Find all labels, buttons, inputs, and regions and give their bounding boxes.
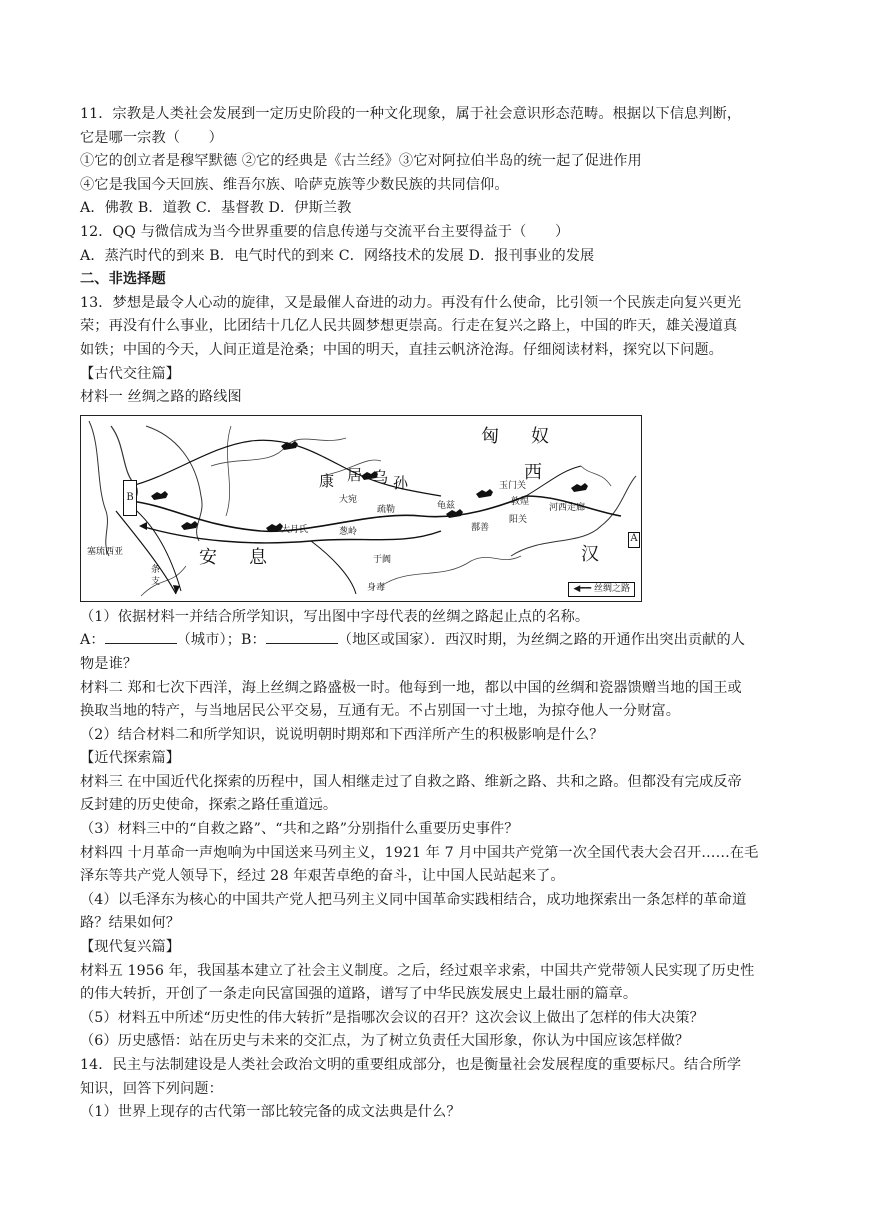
ancient-section-title: 【古代交往篇】 bbox=[80, 365, 181, 382]
q14-intro-line2: 知识，回答下列问题： bbox=[80, 1080, 223, 1097]
section2-title: 二、非选择题 bbox=[80, 271, 166, 288]
revival-section-title: 【现代复兴篇】 bbox=[80, 939, 181, 956]
map-label-xiongnu-1: 匈 bbox=[481, 425, 499, 447]
material2-line1: 材料二 郑和七次下西洋，海上丝绸之路盛极一时。他每到一地，都以中国的丝绸和瓷器馈赠当地的国王或 bbox=[80, 679, 742, 696]
q11-stem-line2: 它是哪一宗教（ ） bbox=[80, 129, 223, 146]
map-label-shule: 疏勒 bbox=[377, 504, 396, 515]
material3-line1: 材料三 在中国近代化探索的历程中，国人相继走过了自救之路、维新之路、共和之路。但都没有完成反帝 bbox=[80, 773, 742, 790]
map-label-dunhuang: 敦煌 bbox=[511, 496, 530, 507]
map-label-dayuan: 大宛 bbox=[339, 494, 358, 505]
map-label-kangju-1: 康 bbox=[319, 471, 335, 490]
map-label-yangguan: 阳关 bbox=[509, 514, 528, 525]
silk-road-map bbox=[80, 415, 642, 602]
map-legend: ◀━━ 丝绸之路 bbox=[568, 582, 635, 597]
answer-b-label: （城市）；B： bbox=[176, 632, 266, 649]
q11-options: A．佛教 B．道教 C．基督教 D．伊斯兰教 bbox=[80, 200, 352, 217]
material2-line2: 换取当地的特产，与当地居民公平交易，互通有无。不占别国一寸土地，为掠夺他人一分财富。 bbox=[80, 703, 681, 720]
q13-part4-line1: （4）以毛泽东为核心的中国共产党人把马列主义同中国革命实践相结合，成功地探索出一条怎样的革命道 bbox=[80, 891, 747, 908]
q14-intro-line1: 14．民主与法制建设是人类社会政治文明的重要组成部分，也是衡量社会发展程度的重要标尺。结合所学 bbox=[80, 1057, 742, 1073]
part1-line2-tail: （地区或国家）．西汉时期，为丝绸之路的开通作出突出贡献的人 bbox=[337, 632, 746, 649]
q11-info-line2: ④它是我国今天回族、维吾尔族、哈萨克族等少数民族的共同信仰。 bbox=[80, 176, 509, 193]
map-marker-a: A bbox=[628, 532, 640, 548]
map-label-yutian: 于阗 bbox=[373, 554, 392, 565]
q13-part1-line2 bbox=[80, 629, 795, 653]
q13-part5: （5）材料五中所述“历史性的伟大转折”是指哪次会议的召开？这次会议上做出了怎样的伟大决策？ bbox=[80, 1009, 704, 1026]
material5-line1: 材料五 1956 年，我国基本建立了社会主义制度。之后，经过艰辛求索，中国共产党带领人民实现了历史性 bbox=[80, 962, 755, 979]
map-label-xi: 西 bbox=[524, 461, 542, 483]
q11-stem-line1: 11．宗教是人类社会发展到一定历史阶段的一种文化现象，属于社会意识形态范畴。根据以下信息判断， bbox=[80, 106, 742, 122]
map-label-congling: 葱岭 bbox=[339, 526, 358, 537]
q13-intro-line3: 如铁；中国的今天，人间正道是沧桑；中国的明天，直挂云帆济沧海。仔细阅读材料，探究以下问题。 bbox=[80, 341, 723, 358]
material3-line2: 反封建的历史使命，探索之路任重道远。 bbox=[80, 797, 338, 814]
q13-intro-line2: 荣；再没有什么事业，比团结十几亿人民共圆梦想更崇高。行走在复兴之路上，中国的昨天，雄关漫道真 bbox=[80, 318, 738, 335]
q13-part4-line2: 路？结果如何？ bbox=[80, 915, 181, 932]
map-label-wusun-1: 乌 bbox=[373, 467, 389, 486]
q13-intro-line1: 13．梦想是最令人心动的旋律，又是最催人奋进的动力。再没有什么使命，比引领一个民族走向复兴更光 bbox=[80, 294, 742, 311]
exam-page bbox=[80, 103, 795, 1125]
material4-line1: 材料四 十月革命一声炮响为中国送来马列主义，1921 年 7 月中国共产党第一次全国代表大会召开……在毛 bbox=[80, 844, 759, 861]
map-label-shendu: 身毒 bbox=[367, 582, 386, 593]
material5-line2: 的伟大转折，开创了一条走向民富国强的道路，谱写了中华民族发展史上最壮丽的篇章。 bbox=[80, 986, 638, 1003]
map-label-yumenguan: 玉门关 bbox=[499, 480, 527, 491]
answer-a-blank[interactable] bbox=[105, 631, 177, 644]
q14-part1: （1）世界上现存的古代第一部比较完备的成文法典是什么？ bbox=[80, 1104, 461, 1121]
map-label-dayuezhi: 大月氏 bbox=[281, 524, 309, 535]
map-label-anxi-1: 安 bbox=[199, 546, 217, 568]
map-label-tiaozhi-1: 条 bbox=[151, 564, 161, 575]
map-label-kangju-2: 居 bbox=[347, 465, 363, 484]
answer-b-blank[interactable] bbox=[266, 631, 338, 644]
map-marker-b: B bbox=[123, 480, 137, 516]
q12-options: A．蒸汽时代的到来 B．电气时代的到来 C．网络技术的发展 D．报刊事业的发展 bbox=[80, 247, 595, 264]
map-label-qiuci: 龟兹 bbox=[437, 500, 456, 511]
q13-part1-line3: 物是谁？ bbox=[80, 655, 138, 672]
map-label-shanshan: 鄯善 bbox=[471, 522, 490, 533]
map-label-anxi-2: 息 bbox=[249, 546, 267, 568]
map-label-wusun-2: 孙 bbox=[393, 473, 409, 492]
map-label-sailiu: 塞琉西亚 bbox=[87, 546, 124, 557]
material1-title: 材料一 丝绸之路的路线图 bbox=[80, 389, 242, 406]
q13-part6: （6）历史感悟：站在历史与未来的交汇点，为了树立负责任大国形象，你认为中国应该怎样做？ bbox=[80, 1033, 690, 1050]
map-label-hexi: 河西走廊 bbox=[549, 502, 586, 513]
map-label-tiaozhi-2: 支 bbox=[151, 576, 161, 587]
material4-line2: 泽东等共产党人领导下，经过 28 年艰苦卓绝的奋斗，让中国人民站起来了。 bbox=[80, 868, 565, 885]
answer-a-label: A： bbox=[80, 632, 105, 649]
map-label-xiongnu-2: 奴 bbox=[531, 425, 549, 447]
q13-part1-line1: （1）依据材料一并结合所学知识，写出图中字母代表的丝绸之路起止点的名称。 bbox=[80, 608, 590, 625]
q13-part2: （2）结合材料二和所学知识，说说明朝时期郑和下西洋所产生的积极影响是什么？ bbox=[80, 726, 604, 743]
q12-stem: 12．QQ 与微信成为当今世界重要的信息传递与交流平台主要得益于（ ） bbox=[80, 223, 570, 240]
q13-part3: （3）材料三中的“自救之路”、“共和之路”分别指什么重要历史事件？ bbox=[80, 821, 519, 838]
q11-info-line1: ①它的创立者是穆罕默德 ②它的经典是《古兰经》③它对阿拉伯半岛的统一起了促进作用 bbox=[80, 153, 642, 170]
map-label-han: 汉 bbox=[581, 543, 599, 565]
modern-section-title: 【近代探索篇】 bbox=[80, 750, 181, 767]
